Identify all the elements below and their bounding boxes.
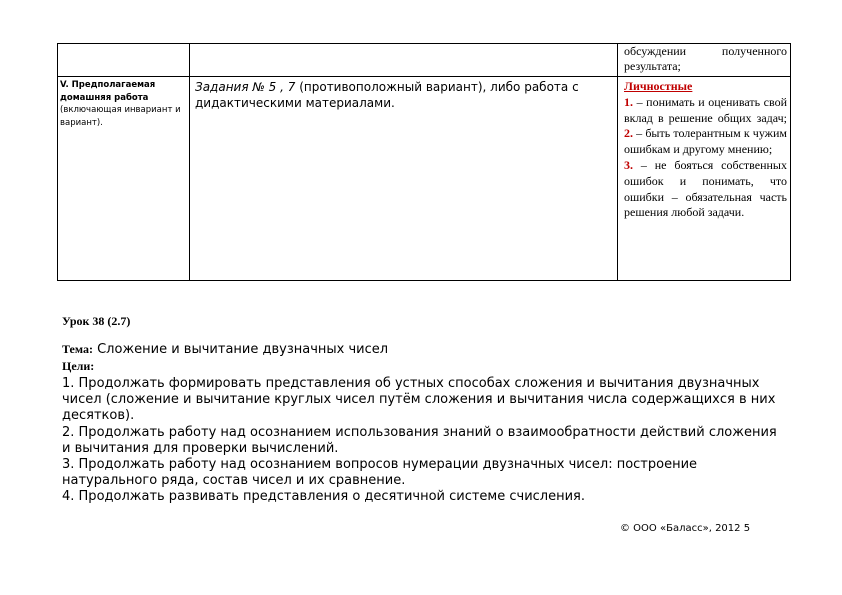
footer-copyright: © ООО «Баласс», 2012 5 (620, 523, 751, 534)
homework-tasks-text: (противоположный вариант), либо работа с дидактическими материалами. (195, 80, 579, 110)
item-number-1: 1. (624, 94, 633, 109)
lesson-table (57, 43, 791, 281)
item-number-2: 2. (624, 126, 633, 141)
goal-item: 1. Продолжать формировать представления об устных способах сложения и вычитания двузначных чисел (сложение и вычитание круглых чисел путём сложения и вычитания числа содержащихся в них десятков). (62, 376, 776, 424)
topic-line (62, 342, 388, 357)
lesson-title: Урок 38 (2.7) (62, 314, 131, 328)
topic-label: Тема: (62, 342, 93, 356)
goal-item: 3. Продолжать работу над осознанием вопросов нумерации двузначных чисел: построение натурального ряда, состав чисел и их сравнение. (62, 457, 698, 489)
homework-note: (включающая инвариант и вариант). (60, 105, 181, 128)
item-number-3: 3. (624, 157, 633, 172)
goal-item: 2. Продолжать работу над осознанием использования знаний о взаимообратности действий сложения и вычитания для проверки вычислений. (62, 424, 777, 456)
item-text-3: – не бояться собственных ошибок и понимать, что ошибки – обязательная часть решения любой задачи. (624, 157, 787, 220)
row-divider (58, 76, 790, 77)
row1-col3-text: обсуждении полученного результата; (624, 44, 787, 73)
homework-title: V. Предполагаемая домашняя работа (60, 80, 156, 103)
goals-label: Цели: (62, 359, 95, 373)
column-divider (617, 44, 618, 280)
item-text-1: – понимать и оценивать свой вклад в решение общих задач; (624, 94, 787, 125)
column-divider (189, 44, 190, 280)
personal-heading: Личностные (624, 79, 693, 93)
personal-results-cell (620, 79, 790, 221)
goal-item: 4. Продолжать развивать представления о десятичной системе счисления. (62, 489, 586, 505)
topic-text: Сложение и вычитание двузначных чисел (92, 342, 389, 357)
item-text-2: – быть толерантным к чужим ошибкам и другому мнению; (624, 126, 787, 157)
homework-tasks-italic: Задания № 5 , 7 (195, 80, 296, 94)
homework-cell (60, 79, 188, 129)
homework-tasks-cell (195, 79, 615, 111)
goals-list (62, 376, 782, 506)
